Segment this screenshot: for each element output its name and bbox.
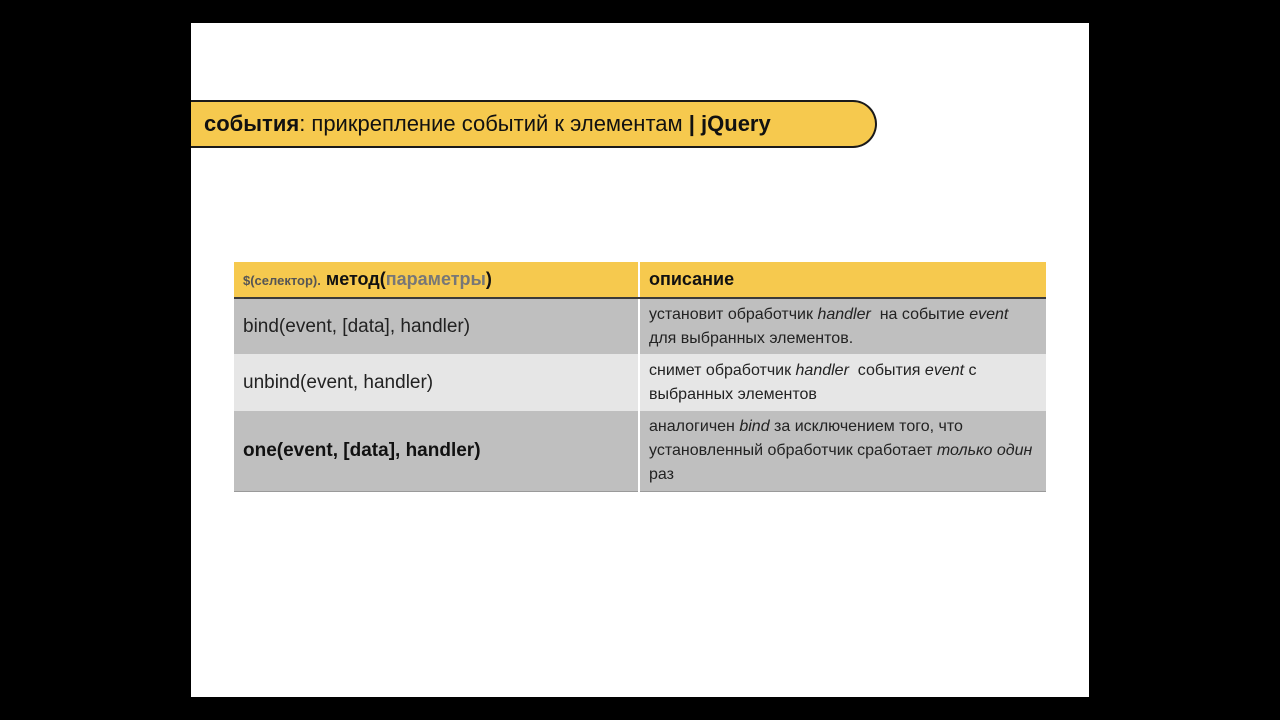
description-text: установит обработчик [649, 305, 818, 323]
description-cell [639, 298, 1046, 354]
description-term: event [924, 361, 965, 379]
title-subtitle: : прикрепление событий к элементам [299, 111, 683, 136]
description-cell [639, 411, 1046, 491]
table-header-row [234, 262, 1046, 298]
table-row [234, 298, 1046, 354]
description-text: аналогичен [649, 417, 740, 435]
description-text: события [848, 361, 925, 379]
description-text: для выбранных элементов. [649, 305, 1013, 347]
title-banner [191, 100, 877, 148]
header-close: ) [485, 269, 492, 289]
description-text: с выбранных элементов [649, 361, 981, 403]
header-method [234, 262, 639, 298]
methods-table [234, 262, 1046, 492]
description-text: на событие [870, 305, 970, 323]
description-text: раз [649, 441, 1037, 483]
header-selector: $(селектор). [243, 273, 321, 288]
header-params: параметры [385, 269, 486, 289]
description-cell [639, 354, 1046, 411]
header-description: описание [639, 262, 1046, 298]
description-text: снимет обработчик [649, 361, 796, 379]
method-cell: one(event, [data], handler) [234, 411, 639, 491]
description-text: за исключением того, что установленный обработчик сработает [649, 417, 968, 459]
header-method-word: метод( [320, 269, 386, 289]
description-term: handler [795, 361, 849, 379]
table-row [234, 354, 1046, 411]
title-library: jQuery [701, 111, 771, 136]
title-separator: | [682, 111, 702, 136]
method-cell: unbind(event, handler) [234, 354, 639, 411]
description-term: bind [739, 417, 770, 435]
description-term: event [969, 305, 1009, 323]
table-row [234, 411, 1046, 491]
description-term: handler [817, 305, 871, 323]
method-cell: bind(event, [data], handler) [234, 298, 639, 354]
description-term: только один [936, 441, 1033, 459]
title-topic: события [204, 111, 300, 136]
slide [191, 23, 1089, 697]
